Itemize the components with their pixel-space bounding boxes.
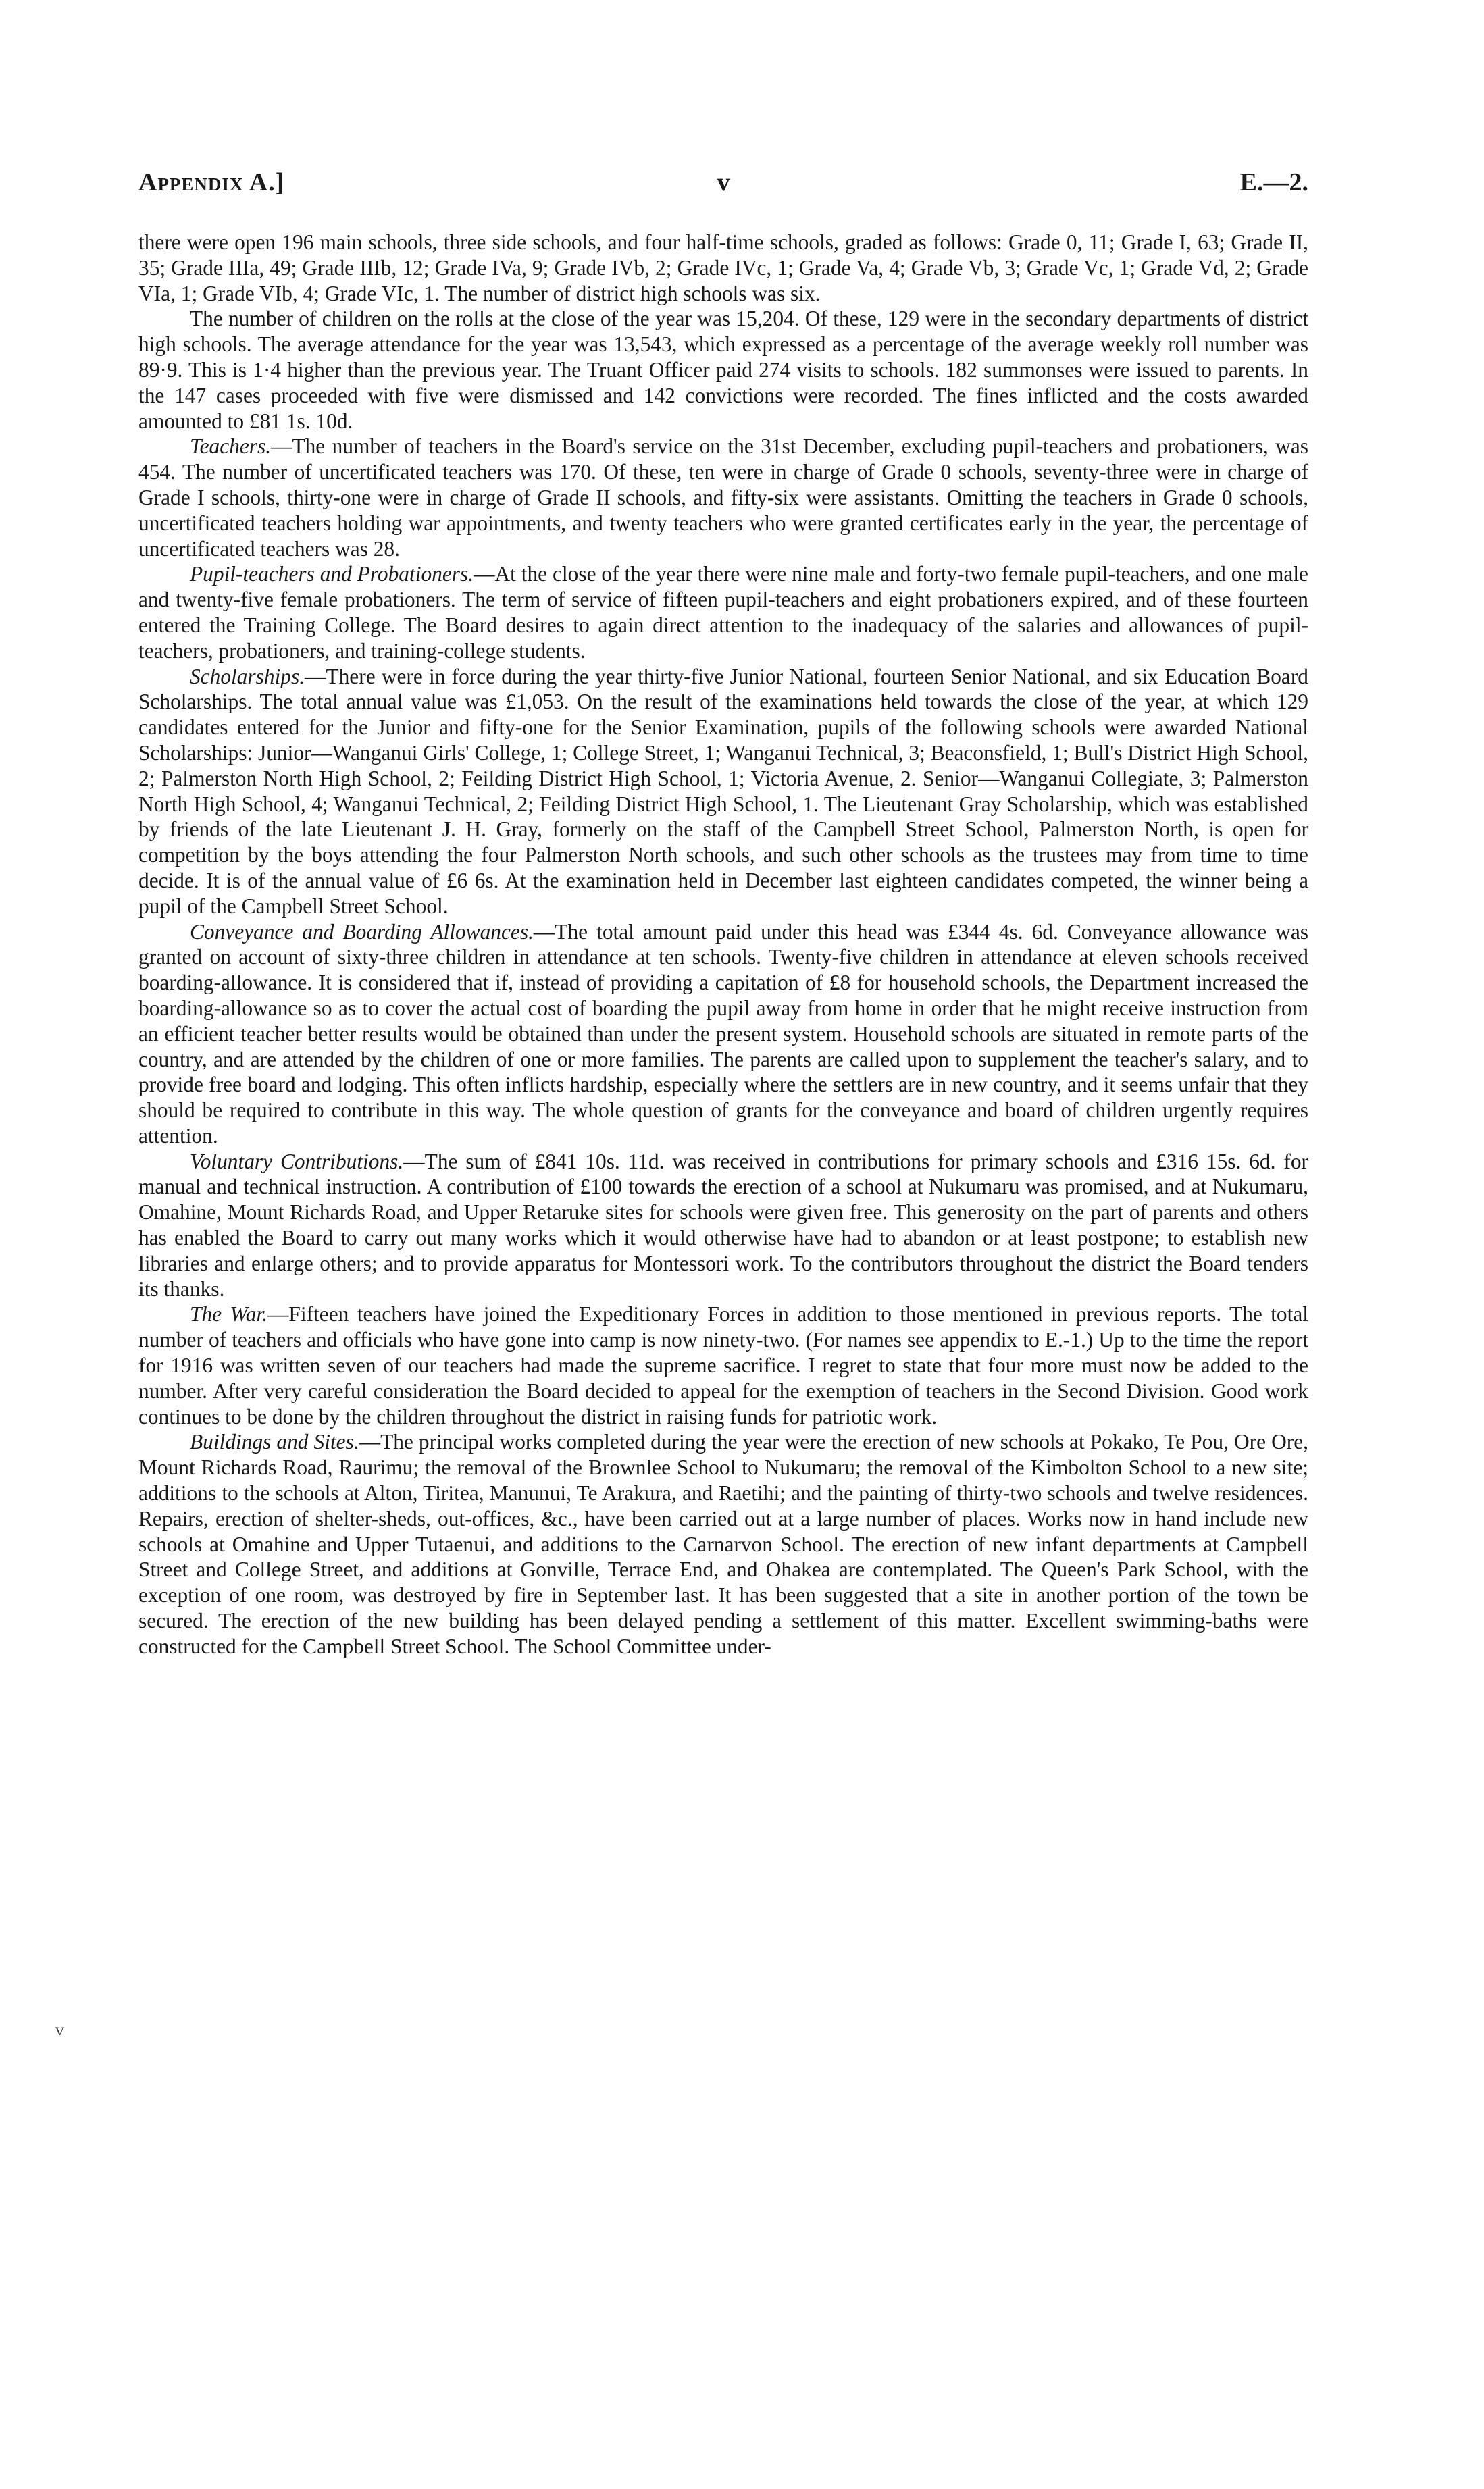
paragraph-attendance bbox=[138, 306, 1308, 434]
paragraph-contributions bbox=[138, 1149, 1308, 1302]
margin-mark: ⱽ bbox=[55, 2025, 64, 2046]
paragraph-heading: Voluntary Contributions. bbox=[190, 1149, 404, 1173]
paragraph-text: —The sum of £841 10s. 11d. was received in contributions for primary schools and £316 15s. 6d. for manual and technical instruction. A contribution of £100 towards the erection of a school at Nukumaru was promised, and at Nukumaru, Omahine, Mount Richards Road, and Upper Retaruke sites for schools were given free. This generosity on the part of parents and others has enabled the Board to carry out many works which it would otherwise have had to abandon or at least postpone; to establish new libraries and enlarge others; and to provide apparatus for Montessori work. To the contributors throughout the district the Board tenders its thanks. bbox=[138, 1149, 1308, 1301]
paragraph-heading: Pupil-teachers and Probationers. bbox=[190, 562, 474, 586]
paragraph-heading: The War. bbox=[190, 1302, 268, 1327]
paragraph-allowances bbox=[138, 919, 1308, 1149]
paragraph-heading: Buildings and Sites. bbox=[190, 1430, 359, 1454]
paragraph-scholarships bbox=[138, 664, 1308, 919]
paragraph-heading: Conveyance and Boarding Allowances. bbox=[190, 919, 534, 944]
paragraph-pupil-teachers bbox=[138, 561, 1308, 663]
paragraph-text: —Fifteen teachers have joined the Expeditionary Forces in addition to those mentioned in previous reports. The total number of teachers and officials who have gone into camp is now ninety-two. (For names see appendix to E.-1.) Up to the time the report for 1916 was written seven of our teachers had made the supreme sacrifice. I regret to state that four more must now be added to the number. After very careful consideration the Board decided to appeal for the exemption of teachers in the Second Division. Good work continues to be done by the children throughout the district in raising funds for patriotic work. bbox=[138, 1302, 1309, 1429]
paragraph-heading: Scholarships. bbox=[190, 664, 305, 688]
paragraph-text: —The total amount paid under this head was £344 4s. 6d. Conveyance allowance was granted on account of sixty-three children in attendance at ten schools. Twenty-five children in attendance at eleven schools received boarding-allowance. It is considered that if, instead of providing a capitation of £8 for household schools, the Department increased the boarding-allowance so as to cover the actual cost of boarding the pupil away from home in order that he might receive instruction from an efficient teacher better results would be obtained than under the present system. Household schools are situated in remote parts of the country, and are attended by the children of one or more families. The parents are called upon to supplement the teacher's salary, and to provide free board and lodging. This often inflicts hardship, especially where the settlers are in new country, and it seems unfair that they should be required to contribute in this way. The whole question of grants for the conveyance and board of children urgently requires attention. bbox=[138, 919, 1308, 1148]
header-appendix: Appendix A.] bbox=[138, 168, 285, 197]
paragraph-teachers bbox=[138, 434, 1308, 561]
header-page-number: v bbox=[717, 168, 730, 197]
paragraph-text: —There were in force during the year thirty-five Junior National, fourteen Senior National, and six Education Board Scholarships. The total annual value was £1,053. On the result of the examinations held towards the close of the year, at which 129 candidates entered for the Junior and fifty-one for the Senior Examination, pupils of the following schools were awarded National Scholarships: Junior—Wanganui Girls' College, 1; College Street, 1; Wanganui Technical, 3; Beaconsfield, 1; Bull's District High School, 2; Palmerston North High School, 2; Feilding District High School, 1; Victoria Avenue, 2. Senior—Wanganui Collegiate, 3; Palmerston North High School, 4; Wanganui Technical, 2; Feilding District High School, 1. The Lieutenant Gray Scholarship, which was established by friends of the late Lieutenant J. H. Gray, formerly on the staff of the Campbell Street School, Palmerston North, is open for competition by the boys attending the four Palmerston North schools, and such other schools as the trustees may from time to time decide. It is of the annual value of £6 6s. At the examination held in December last eighteen candidates competed, the winner being a pupil of the Campbell Street School. bbox=[138, 664, 1308, 918]
paragraph-war bbox=[138, 1302, 1308, 1429]
page-header bbox=[138, 168, 1308, 208]
paragraph-text: —At the close of the year there were nine male and forty-two female pupil-teachers, and one male and twenty-five female probationers. The term of service of fifteen pupil-teachers and eight probationers expired, and of these fourteen entered the Training College. The Board desires to again direct attention to the inadequacy of the salaries and allowances of pupil-teachers, probationers, and training-college students. bbox=[138, 562, 1308, 663]
paragraph-text: —The number of teachers in the Board's service on the 31st December, excluding pupil-teachers and probationers, was 454. The number of uncertificated teachers was 170. Of these, ten were in charge of Grade 0 schools, seventy-three were in charge of Grade I schools, thirty-one were in charge of Grade II schools, and fifty-six were assistants. Omitting the teachers in Grade 0 schools, uncertificated teachers holding war appointments, and twenty teachers who were granted certificates early in the year, the percentage of uncertificated teachers was 28. bbox=[138, 434, 1308, 561]
paragraph-heading: Teachers. bbox=[190, 434, 272, 459]
paragraph-buildings bbox=[138, 1429, 1308, 1659]
paragraph-grades bbox=[138, 230, 1308, 306]
body-text bbox=[138, 230, 1308, 1660]
header-report-code: E.—2. bbox=[1239, 168, 1308, 197]
paragraph-text: there were open 196 main schools, three side schools, and four half-time schools, graded as follows: Grade 0, 11; Grade I, 63; Grade II, 35; Grade IIIa, 49; Grade IIIb, 12; Grade IVa, 9; Grade IVb, 2; Grade IVc, 1; Grade Va, 4; Grade Vb, 3; Grade Vc, 1; Grade Vd, 2; Grade VIa, 1; Grade VIb, 4; Grade VIc, 1. The number of district high schools was six. bbox=[138, 230, 1308, 305]
paragraph-text: The number of children on the rolls at the close of the year was 15,204. Of these, 129 were in the secondary departments of district high schools. The average attendance for the year was 13,543, which expressed as a percentage of the average weekly roll number was 89·9. This is 1·4 higher than the previous year. The Truant Officer paid 274 visits to schools. 182 summonses were issued to parents. In the 147 cases proceeded with five were dismissed and 142 convictions were recorded. The fines inflicted and the costs awarded amounted to £81 1s. 10d. bbox=[138, 307, 1308, 433]
paragraph-text: —The principal works completed during the year were the erection of new schools at Pokako, Te Pou, Ore Ore, Mount Richards Road, Raurimu; the removal of the Brownlee School to Nukumaru; the removal of the Kimbolton School to a new site; additions to the schools at Alton, Tiritea, Manunui, Te Arakura, and Raetihi; and the painting of thirty-two schools and twelve residences. Repairs, erection of shelter-sheds, out-offices, &c., have been carried out at a large number of places. Works now in hand include new schools at Omahine and Upper Tutaenui, and additions to the Carnarvon School. The erection of new infant departments at Campbell Street and College Street, and additions at Gonville, Terrace End, and Ohakea are contemplated. The Queen's Park School, with the exception of one room, was destroyed by fire in September last. It has been suggested that a site in another portion of the town be secured. The erection of the new building has been delayed pending a settlement of this matter. Excellent swimming-baths were constructed for the Campbell Street School. The School Committee under- bbox=[138, 1430, 1308, 1658]
